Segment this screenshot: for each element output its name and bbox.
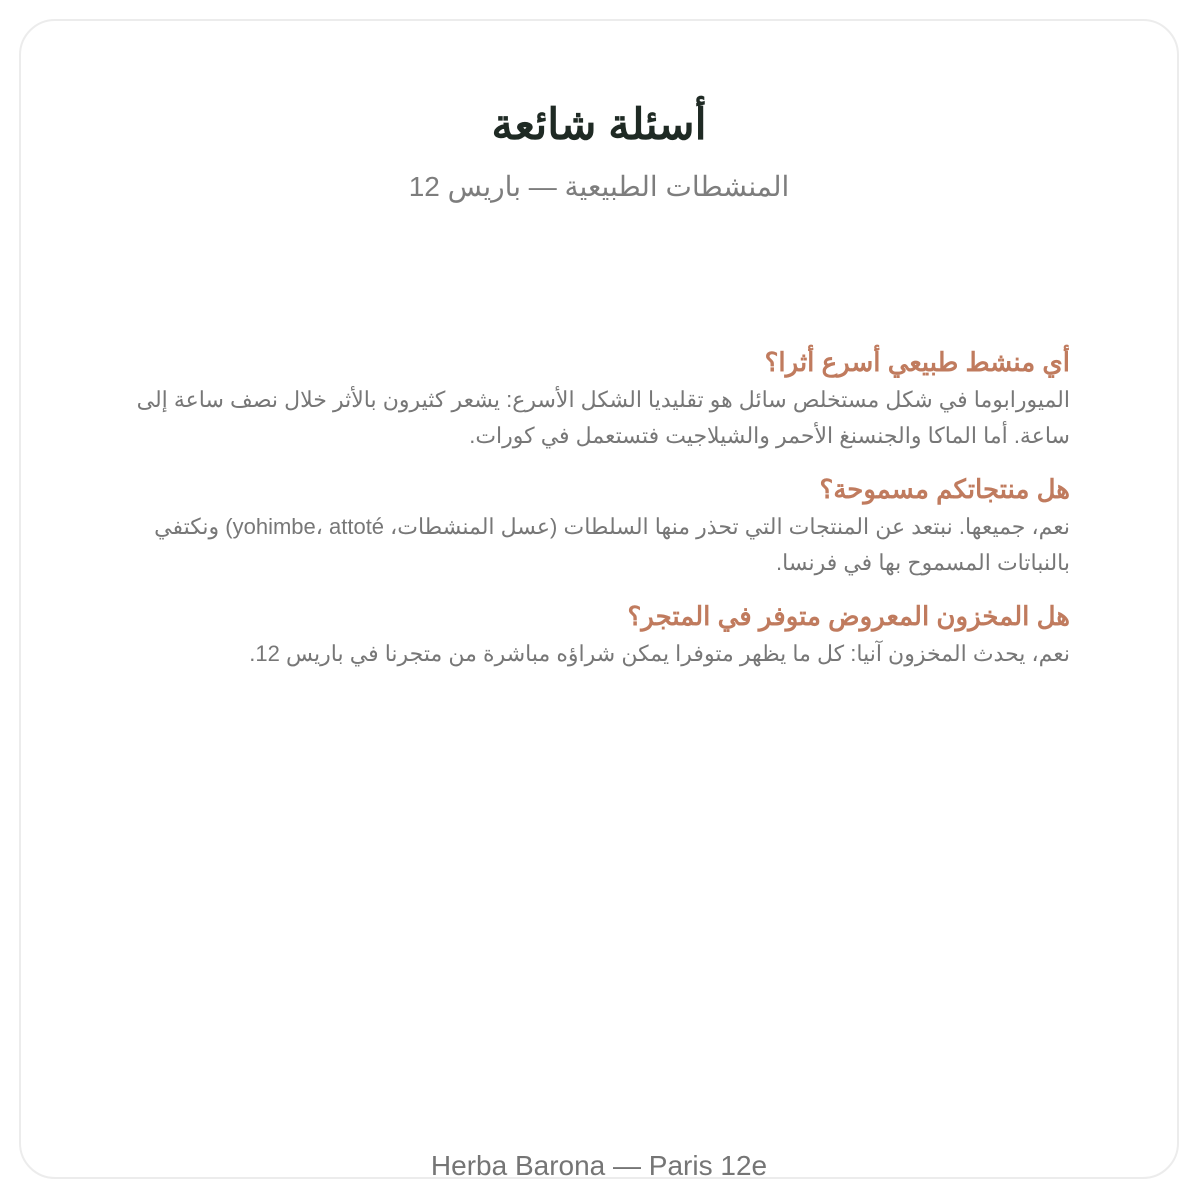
faq-question: هل المخزون المعروض متوفر في المتجر؟ xyxy=(627,601,1070,631)
faq-answer: نعم، يحدث المخزون آنيا: كل ما يظهر متوفرا يمكن شراؤه مباشرة من متجرنا في باريس 12. xyxy=(249,641,1070,666)
faq-item xyxy=(127,597,1070,672)
faq-question: أي منشط طبيعي أسرع أثرا؟ xyxy=(764,347,1070,377)
page-subtitle: المنشطات الطبيعية — باريس 12 xyxy=(408,171,790,203)
faq-answer: نعم، جميعها. نبتعد عن المنتجات التي تحذر منها السلطات (عسل المنشطات، yohimbe، attoté) ونكتفي بالنباتات المسموح بها في فرنسا. xyxy=(154,514,1070,575)
faq-item xyxy=(127,343,1070,454)
faq-card xyxy=(19,19,1179,1179)
header xyxy=(21,101,1177,204)
faq-list xyxy=(127,343,1070,688)
faq-item xyxy=(127,470,1070,581)
footer-brand: Herba Barona — Paris 12e xyxy=(430,1150,768,1181)
page-title: أسئلة شائعة xyxy=(491,101,707,149)
faq-question: هل منتجاتكم مسموحة؟ xyxy=(819,474,1070,504)
faq-answer: الميورابوما في شكل مستخلص سائل هو تقليديا الشكل الأسرع: يشعر كثيرون بالأثر خلال نصف ساعة إلى ساعة. أما الماكا والجنسنغ الأحمر والشيلاجيت فتستعمل في كورات. xyxy=(136,387,1070,448)
